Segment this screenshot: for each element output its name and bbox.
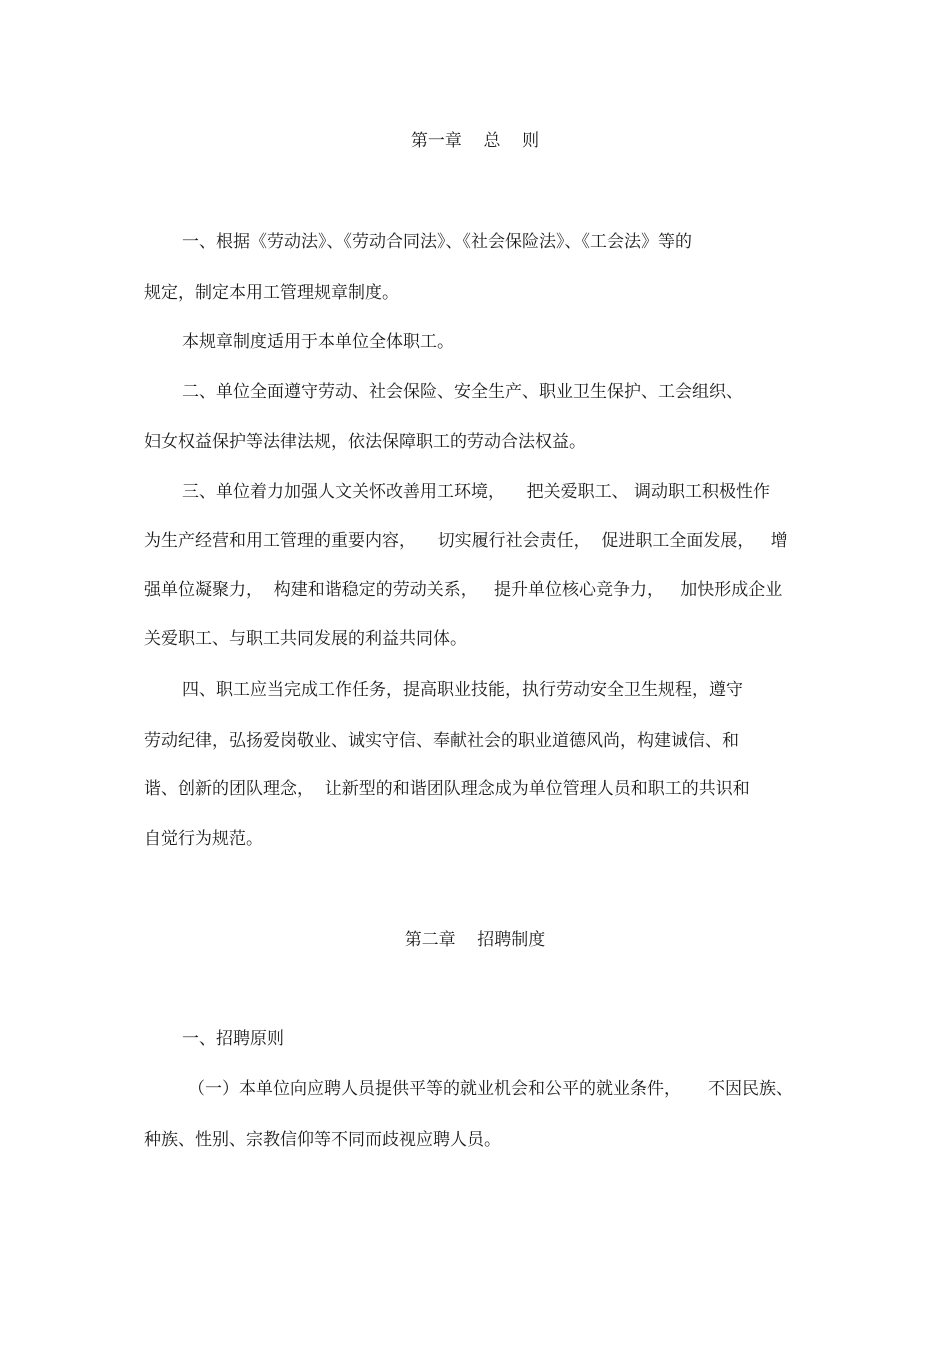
paragraph-line: 谐、创新的团队理念， 让新型的和谐团队理念成为单位管理人员和职工的共识和: [144, 779, 750, 799]
paragraph-line: 二、单位全面遵守劳动、社会保险、安全生产、职业卫生保护、工会组织、: [182, 382, 743, 402]
paragraph-line: 本规章制度适用于本单位全体职工。: [182, 332, 454, 352]
paragraph-line: 四、职工应当完成工作任务，提高职业技能，执行劳动安全卫生规程，遵守: [182, 680, 743, 700]
paragraph-line: 强单位凝聚力， 构建和谐稳定的劳动关系， 提升单位核心竞争力， 加快形成企业: [144, 580, 783, 600]
chapter-2-title: 第二章 招聘制度: [404, 930, 546, 950]
chapter-1-title: 第一章 总 则: [410, 131, 540, 151]
paragraph-line: 妇女权益保护等法律法规，依法保障职工的劳动合法权益。: [144, 432, 586, 452]
paragraph-line: 劳动纪律，弘扬爱岗敬业、诚实守信、奉献社会的职业道德风尚，构建诚信、和: [144, 731, 739, 751]
paragraph-line: 为生产经营和用工管理的重要内容， 切实履行社会责任， 促进职工全面发展， 增: [144, 531, 788, 551]
paragraph-line: 关爱职工、与职工共同发展的利益共同体。: [144, 629, 467, 649]
paragraph-line: 一、招聘原则: [182, 1029, 284, 1049]
paragraph-line: 规定，制定本用工管理规章制度。: [144, 283, 399, 303]
paragraph-line: 一、根据《劳动法》、《劳动合同法》、《社会保险法》、《工会法》等的: [182, 232, 692, 252]
paragraph-line: 三、单位着力加强人文关怀改善用工环境， 把关爱职工、 调动职工积极性作: [182, 482, 771, 502]
paragraph-line: （一）本单位向应聘人员提供平等的就业机会和公平的就业条件， 不因民族、: [188, 1079, 794, 1099]
paragraph-line: 自觉行为规范。: [144, 829, 263, 849]
paragraph-line: 种族、性别、宗教信仰等不同而歧视应聘人员。: [144, 1130, 501, 1150]
